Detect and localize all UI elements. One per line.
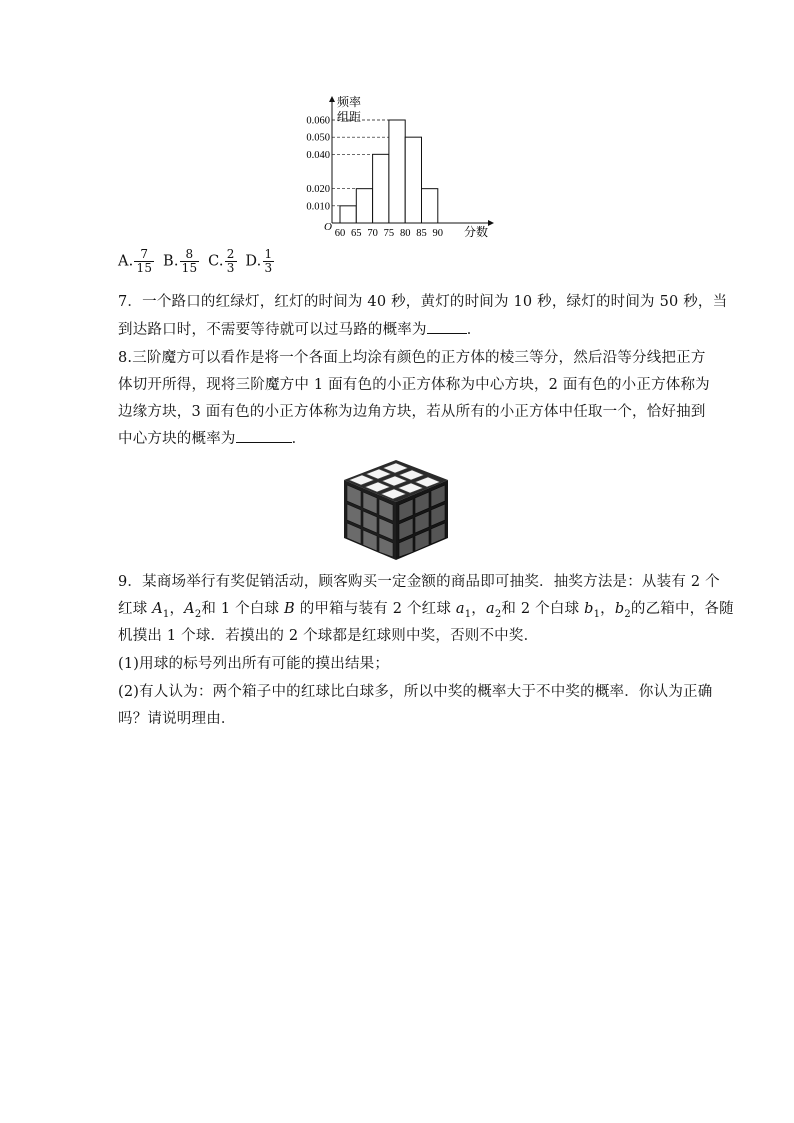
y-tick-label: 0.050: [306, 132, 330, 144]
x-tick-label: 80: [399, 228, 411, 239]
q7-line-1: 7．一个路口的红绿灯，红灯的时间为 40 秒，黄灯的时间为 10 秒，绿灯的时间为 50 秒，当: [118, 294, 728, 310]
q9-line-2: 红球 $A_1$，$A_2$和 1 个白球 B 的甲箱与装有 2 个红球 $a_1$，$a_2$和 2 个白球 $b_1$，$b_2$的乙箱中，各随: [118, 601, 734, 620]
x-tick-label: 85: [416, 228, 427, 239]
y-tick-label: 0.010: [306, 201, 330, 213]
x-tick-label: 75: [383, 228, 395, 239]
q6-options: [118, 248, 278, 275]
x-axis-arrow: [488, 220, 494, 226]
y-tick-label: 0.060: [306, 115, 330, 127]
y-tick-label: 0.040: [306, 149, 330, 161]
x-tick-label: 65: [351, 228, 362, 239]
answer-blank: [236, 430, 292, 443]
x-tick-label: 90: [432, 228, 444, 239]
histogram-bar: [373, 154, 389, 223]
histogram-bar: [340, 206, 356, 223]
y-axis-label-bottom: 组距: [337, 110, 362, 124]
q9-part-2a: (2)有人认为：两个箱子中的红球比白球多，所以中奖的概率大于不中奖的概率．你认为正确: [118, 684, 713, 700]
q9-part-2b: 吗？请说明理由．: [118, 711, 236, 727]
histogram-bar: [389, 120, 405, 223]
q9-line-1: 9．某商场举行有奖促销活动，顾客购买一定金额的商品即可抽奖．抽奖方法是：从装有 2 个: [118, 574, 720, 590]
option-c: C. $\frac{2}{3}$: [208, 247, 235, 275]
x-tick-label: 70: [367, 228, 378, 239]
x-axis-label: 分数: [464, 225, 489, 239]
option-a: A. $\frac{7}{15}$: [118, 247, 153, 275]
option-b: B. $\frac{8}{15}$: [162, 247, 198, 275]
q9-part-1: (1)用球的标号列出所有可能的摸出结果；: [118, 656, 390, 672]
rubiks-cube-image: [340, 458, 452, 562]
q8-line-4: 中心方块的概率为 ．: [118, 431, 307, 447]
q9-line-3: 机摸出 1 个球．若摸出的 2 个球都是红球则中奖，否则不中奖．: [118, 628, 539, 644]
q8-line-3: 边缘方块，3 面有色的小正方体称为边角方块，若从所有的小正方体中任取一个，恰好抽到: [118, 404, 706, 420]
histogram-bar: [422, 189, 438, 223]
origin-label: O: [324, 221, 332, 233]
histogram-bar: [405, 137, 421, 223]
frequency-histogram: [300, 92, 500, 242]
q8-line-2: 体切开所得，现将三阶魔方中 1 面有色的小正方体称为中心方块，2 面有色的小正方体称为: [118, 377, 710, 393]
y-axis-label-top: 频率: [337, 95, 362, 109]
q7-line-2: 到达路口时，不需要等待就可以过马路的概率为 ．: [118, 322, 482, 338]
histogram-bar: [356, 189, 372, 223]
q8-line-1: 8.三阶魔方可以看作是将一个各面上均涂有颜色的正方体的棱三等分，然后沿等分线把正方: [118, 350, 706, 366]
option-d: D. $\frac{1}{3}$: [245, 247, 273, 275]
y-tick-label: 0.020: [306, 184, 330, 196]
x-tick-label: 60: [334, 228, 346, 239]
y-axis-arrow: [329, 96, 335, 102]
answer-blank: [427, 321, 467, 334]
